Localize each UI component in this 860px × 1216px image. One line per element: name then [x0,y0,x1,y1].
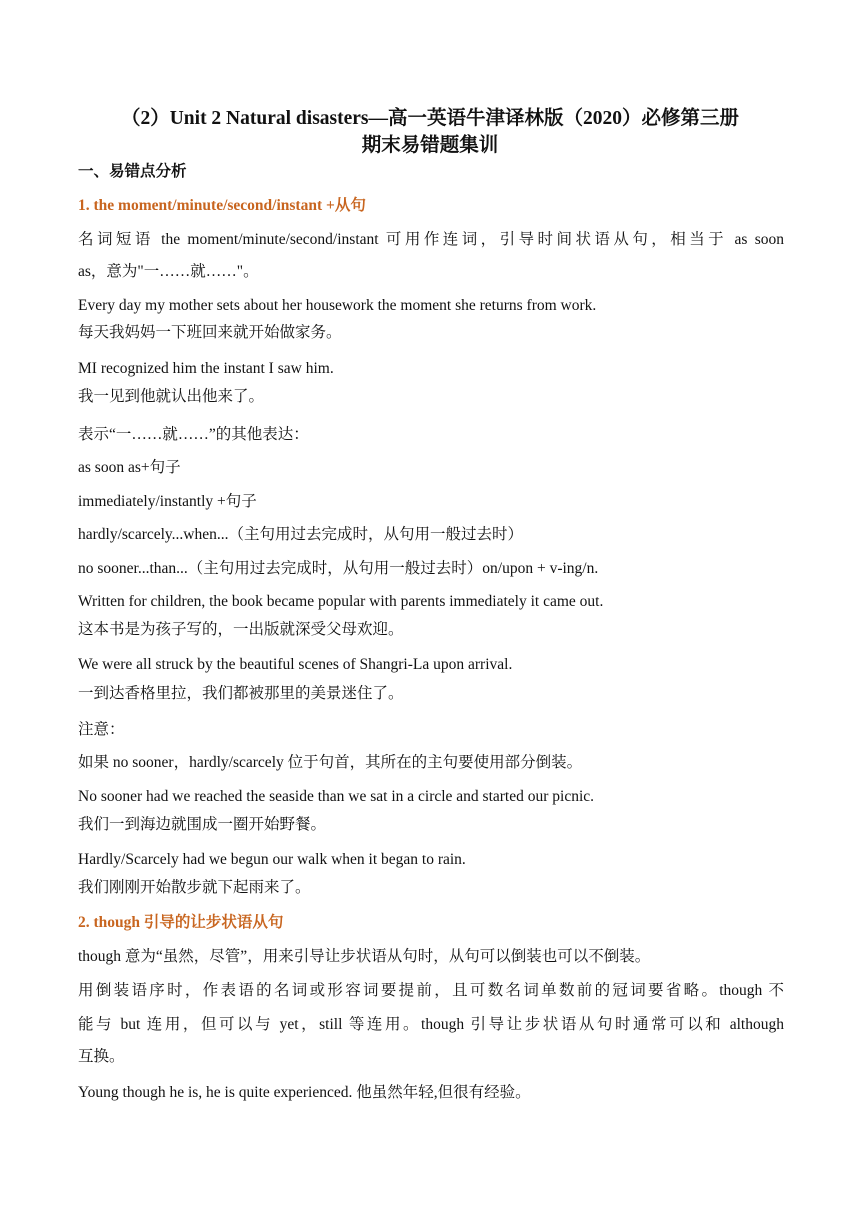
document-title-line-2: 期末易错题集训 [361,135,499,156]
paragraph-line: 能与 but 连用，但可以与 yet，still 等连用。though 引导让步状语从句时通常可以和 although [78,1016,784,1033]
example-sentence: Young though he is, he is quite experienced. 他虽然年轻,但很有经验。 [78,1084,531,1101]
section-heading: 一、易错点分析 [78,163,187,180]
example-sentence: We were all struck by the beautiful scenes of Shangri-La upon arrival. [78,656,513,673]
example-translation: 这本书是为孩子写的，一出版就深受父母欢迎。 [78,621,404,638]
example-sentence: Every day my mother sets about her housework the moment she returns from work. [78,297,597,314]
expression-item: immediately/instantly +句子 [78,493,257,510]
expression-item: as soon as+句子 [78,459,181,476]
paragraph-line: 如果 no sooner，hardly/scarcely 位于句首，其所在的主句要使用部分倒装。 [78,754,583,771]
note-label: 注意： [78,721,125,738]
paragraph-line: 名词短语 the moment/minute/second/instant 可用作连词，引导时间状语从句，相当于 as soon [78,231,784,248]
example-translation: 一到达香格里拉，我们都被那里的美景迷住了。 [78,685,404,702]
example-sentence: Written for children, the book became popular with parents immediately it came out. [78,593,604,610]
point-2-heading: 2. though 引导的让步状语从句 [78,914,284,931]
example-sentence: Hardly/Scarcely had we begun our walk when it began to rain. [78,851,466,868]
example-translation: 我一见到他就认出他来了。 [78,388,265,405]
paragraph-line: though 意为“虽然，尽管”，用来引导让步状语从句时，从句可以倒装也可以不倒装。 [78,948,651,965]
paragraph-line: 表示“一……就……”的其他表达： [78,426,309,443]
expression-item: hardly/scarcely...when...（主句用过去完成时，从句用一般过去时） [78,526,523,543]
example-translation: 我们刚刚开始散步就下起雨来了。 [78,879,311,896]
document-title-line-1: （2）Unit 2 Natural disasters—高一英语牛津译林版（2020）必修第三册 [120,108,740,129]
example-translation: 每天我妈妈一下班回来就开始做家务。 [78,324,342,341]
expression-item: no sooner...than...（主句用过去完成时，从句用一般过去时）on/upon + v-ing/n. [78,560,599,577]
example-translation: 我们一到海边就围成一圈开始野餐。 [78,816,327,833]
paragraph-line: as，意为"一……就……"。 [78,263,259,280]
paragraph-line: 用倒装语序时，作表语的名词或形容词要提前，且可数名词单数前的冠词要省略。though 不 [78,982,784,999]
point-1-heading: 1. the moment/minute/second/instant +从句 [78,197,366,214]
example-sentence: MI recognized him the instant I saw him. [78,360,334,377]
example-sentence: No sooner had we reached the seaside than we sat in a circle and started our picnic. [78,788,595,805]
paragraph-line: 互换。 [78,1048,125,1065]
